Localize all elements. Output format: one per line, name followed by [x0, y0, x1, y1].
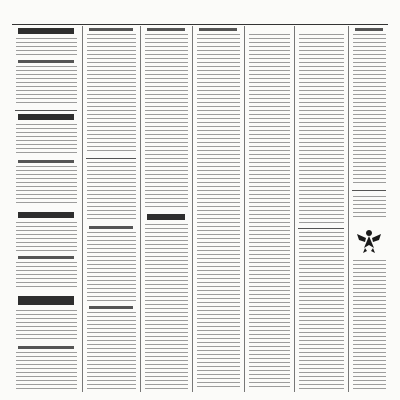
- column-5: [244, 26, 293, 392]
- column-2-text-block: [87, 312, 136, 390]
- garuda-crest-graphic: [355, 226, 383, 254]
- column-6-text-block: [299, 232, 344, 390]
- column-1-rule: [15, 110, 77, 111]
- column-2-subheading: [89, 306, 133, 309]
- column-6-rule: [298, 228, 344, 229]
- column-3-text-block: [145, 34, 188, 210]
- column-1-subheading: [18, 256, 74, 259]
- column-7-text-block: [353, 196, 386, 220]
- column-1: [12, 26, 80, 392]
- column-1-text-block: [16, 310, 77, 340]
- column-1-heading: [18, 212, 74, 218]
- column-1-heading: [18, 114, 74, 120]
- column-1-text-block: [16, 66, 77, 106]
- column-2-rule: [86, 158, 136, 159]
- column-1-subheading: [18, 346, 74, 349]
- garuda-crest-shape: [357, 230, 381, 253]
- column-1-subheading: [18, 160, 74, 163]
- column-4-text-block: [197, 34, 240, 390]
- column-2: [82, 26, 139, 392]
- column-4: [192, 26, 243, 392]
- column-3-heading: [147, 28, 185, 31]
- column-1-text-block: [16, 262, 77, 290]
- column-6: [294, 26, 347, 392]
- column-4-heading: [199, 28, 237, 31]
- column-6-text-block: [299, 34, 344, 224]
- masthead: [12, 6, 388, 25]
- article-columns: [12, 26, 388, 396]
- column-7: [348, 26, 389, 392]
- column-1-text-block: [16, 124, 77, 156]
- column-1-subheading: [18, 60, 74, 63]
- column-2-text-block: [87, 162, 136, 222]
- column-1-heading: [18, 28, 74, 34]
- column-7-text-block: [353, 34, 386, 184]
- column-2-text-block: [87, 34, 136, 154]
- column-7-text-block: [353, 260, 386, 390]
- garuda-crest-icon: [355, 226, 383, 254]
- column-5-text-block: [249, 34, 290, 390]
- column-1-text-block: [16, 222, 77, 252]
- column-7-rule: [352, 190, 386, 191]
- column-2-text-block: [87, 232, 136, 302]
- column-1-text-block: [16, 166, 77, 206]
- column-2-subheading: [89, 226, 133, 229]
- column-3-text-block: [145, 224, 188, 390]
- column-1-text-block: [16, 38, 77, 56]
- column-2-heading: [89, 28, 133, 31]
- column-7-heading: [355, 28, 383, 31]
- column-1-heading-large: [18, 296, 74, 305]
- column-3-heading: [147, 214, 185, 220]
- column-1-text-block: [16, 352, 77, 390]
- column-3: [140, 26, 191, 392]
